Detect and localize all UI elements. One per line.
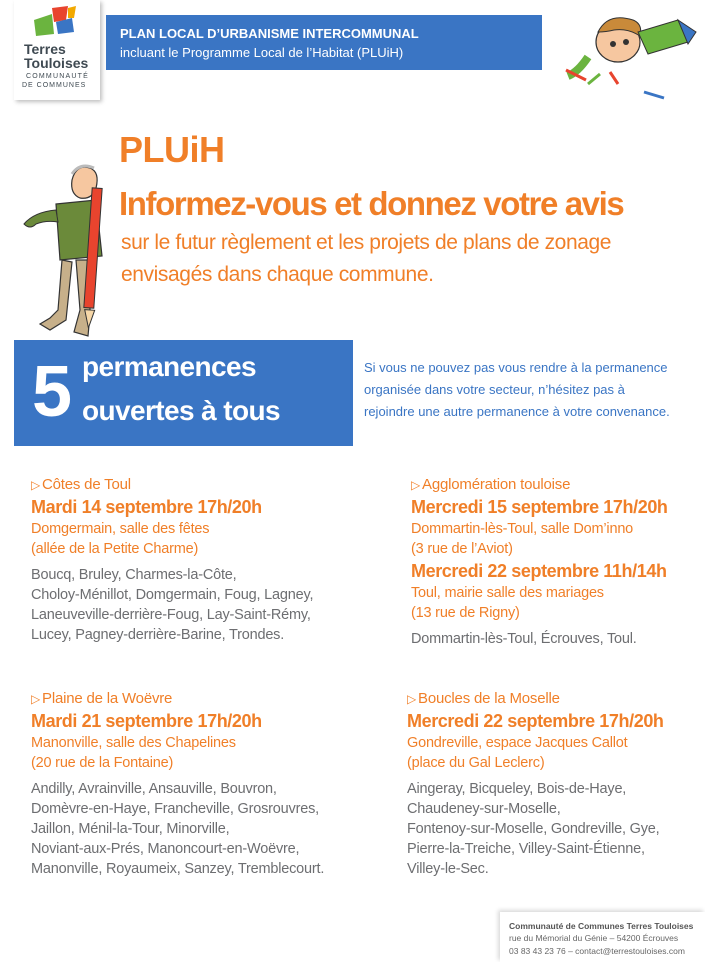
logo-mark-icon xyxy=(32,6,76,36)
note-line1: Si vous ne pouvez pas vous rendre à la permanence xyxy=(364,360,668,375)
logo-line1: Terres xyxy=(24,41,66,57)
logo xyxy=(14,0,100,100)
child-drawing-illustration xyxy=(548,2,698,102)
permanences-count: 5 xyxy=(32,352,73,432)
session-place: Gondreville, espace Jacques Callot xyxy=(407,735,628,751)
triangle-icon: ▷ xyxy=(31,692,41,706)
footer-org: Communauté de Communes Terres Touloises xyxy=(509,921,694,931)
town-line: Pierre-la-Treiche, Villey-Saint-Étienne, xyxy=(407,841,645,857)
sector-boucles-de-la-moselle xyxy=(407,689,664,879)
header-banner xyxy=(106,15,542,70)
town-line: Jaillon, Ménil-la-Tour, Minorville, xyxy=(31,821,230,837)
session-place: Toul, mairie salle des mariages xyxy=(411,585,604,601)
town-line: Laneuveville-derrière-Foug, Lay-Saint-Rémy, xyxy=(31,607,311,623)
sector-name: Boucles de la Moselle xyxy=(418,690,560,707)
logo-line2: Touloises xyxy=(24,55,89,71)
session-place: Domgermain, salle des fêtes xyxy=(31,521,210,537)
page-title: PLUiH xyxy=(119,129,225,170)
sector-title xyxy=(411,475,668,495)
session-address: (allée de la Petite Charme) xyxy=(31,541,199,557)
session-place: Manonville, salle des Chapelines xyxy=(31,735,236,751)
session-address: (20 rue de la Fontaine) xyxy=(31,755,174,771)
town-line: Manonville, Royaumeix, Sanzey, Tremblecourt. xyxy=(31,861,325,877)
session-place: Dommartin-lès-Toul, salle Dom’inno xyxy=(411,521,634,537)
town-line: Villey-le-Sec. xyxy=(407,861,489,877)
subheadline-line2: envisagés dans chaque commune. xyxy=(121,263,434,286)
footer-contact xyxy=(500,912,705,962)
session-date: Mardi 21 septembre 17h/20h xyxy=(31,711,262,731)
town-line: Lucey, Pagney-derrière-Barine, Trondes. xyxy=(31,627,285,643)
permanence-note xyxy=(364,357,699,423)
town-line: Noviant-aux-Prés, Manoncourt-en-Woëvre, xyxy=(31,841,300,857)
town-line: Fontenoy-sur-Moselle, Gondreville, Gye, xyxy=(407,821,660,837)
session-address: (13 rue de Rigny) xyxy=(411,605,520,621)
sector-title xyxy=(31,689,324,709)
town-line: Dommartin-lès-Toul, Écrouves, Toul. xyxy=(411,631,637,647)
town-line: Domèvre-en-Haye, Francheville, Grosrouvres, xyxy=(31,801,319,817)
logo-line3: COMMUNAUTÉ xyxy=(26,73,89,80)
sector-title xyxy=(407,689,664,709)
town-line: Aingeray, Bicqueley, Bois-de-Haye, xyxy=(407,781,627,797)
sector-plaine-de-la-woevre xyxy=(31,689,324,879)
permanences-line1: permanences xyxy=(82,351,256,382)
subheadline-line1: sur le futur règlement et les projets de plans de zonage xyxy=(121,231,612,254)
triangle-icon: ▷ xyxy=(411,478,421,492)
banner-subtitle: incluant le Programme Local de l’Habitat (PLUiH) xyxy=(120,45,404,60)
note-line2: organisée dans votre secteur, n’hésitez pas à xyxy=(364,382,625,397)
footer-contact-line[interactable]: 03 83 43 23 76 – contact@terrestouloises.com xyxy=(509,946,685,956)
session-date: Mardi 14 septembre 17h/20h xyxy=(31,497,262,517)
town-line: Andilly, Avrainville, Ansauville, Bouvron, xyxy=(31,781,277,797)
sector-name: Côtes de Toul xyxy=(42,476,131,493)
session-address: (3 rue de l’Aviot) xyxy=(411,541,513,557)
banner-title: PLAN LOCAL D’URBANISME INTERCOMMUNAL xyxy=(120,26,419,41)
footer-address: rue du Mémorial du Génie – 54200 Écrouves xyxy=(509,933,679,943)
session-date: Mercredi 22 septembre 17h/20h xyxy=(407,711,664,731)
triangle-icon: ▷ xyxy=(31,478,41,492)
permanences-box xyxy=(14,340,353,446)
town-line: Choloy-Ménillot, Domgermain, Foug, Lagney, xyxy=(31,587,314,603)
sector-title xyxy=(31,475,313,495)
session-date: Mercredi 22 septembre 11h/14h xyxy=(411,561,667,581)
triangle-icon: ▷ xyxy=(407,692,417,706)
logo-line4: DE COMMUNES xyxy=(22,82,87,89)
session-address: (place du Gal Leclerc) xyxy=(407,755,545,771)
sector-name: Plaine de la Woëvre xyxy=(42,690,173,707)
town-line: Boucq, Bruley, Charmes-la-Côte, xyxy=(31,567,237,583)
sector-agglomeration-touloise xyxy=(411,475,668,649)
note-line3: rejoindre une autre permanence à votre convenance. xyxy=(364,404,670,419)
sector-name: Agglomération touloise xyxy=(422,476,571,493)
headline: Informez-vous et donnez votre avis xyxy=(119,185,624,222)
permanences-line2: ouvertes à tous xyxy=(82,395,280,426)
sector-cotes-de-toul xyxy=(31,475,313,645)
man-with-pencil-illustration xyxy=(10,160,122,342)
session-date: Mercredi 15 septembre 17h/20h xyxy=(411,497,668,517)
town-line: Chaudeney-sur-Moselle, xyxy=(407,801,561,817)
